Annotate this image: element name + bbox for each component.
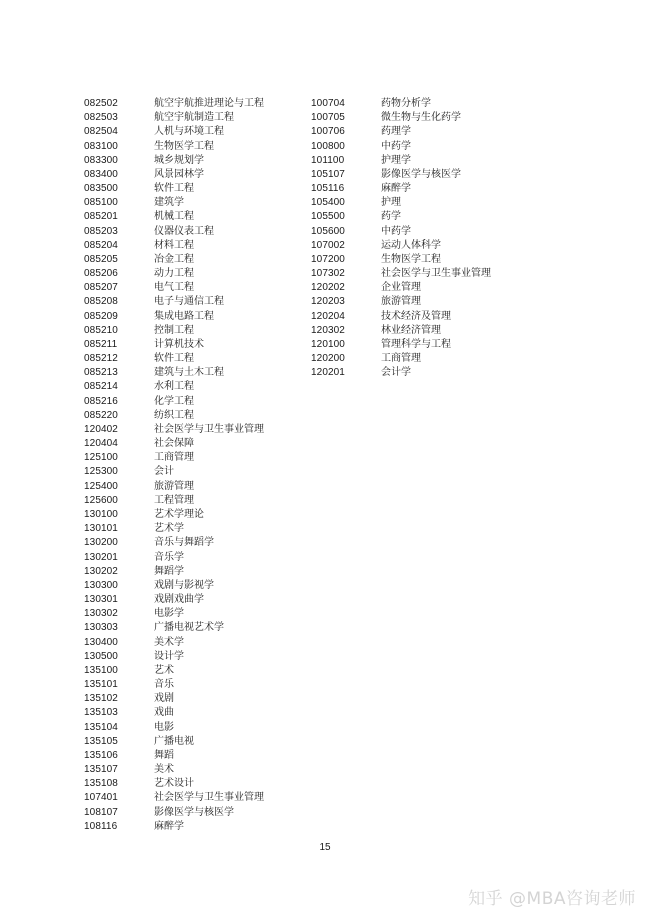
list-item [311, 154, 491, 168]
list-item [311, 239, 491, 253]
right-column [311, 97, 491, 380]
major-code: 083400 [84, 168, 118, 180]
list-item [84, 706, 264, 720]
major-name: 建筑与土木工程 [154, 367, 224, 379]
major-code: 085208 [84, 296, 118, 308]
list-item [311, 281, 491, 295]
major-name: 工程管理 [154, 494, 194, 506]
major-name: 林业经济管理 [381, 324, 441, 336]
major-code: 100800 [311, 140, 345, 152]
major-code: 120203 [311, 296, 345, 308]
major-name: 设计学 [154, 650, 184, 662]
major-name: 会计学 [381, 367, 411, 379]
major-code: 135107 [84, 764, 118, 776]
major-name: 软件工程 [154, 353, 194, 365]
list-item [311, 253, 491, 267]
major-code: 130302 [84, 608, 118, 620]
major-name: 戏剧 [154, 693, 174, 705]
list-item [84, 451, 264, 465]
major-name: 药物分析学 [381, 98, 431, 109]
list-item [311, 352, 491, 366]
major-code: 085206 [84, 268, 118, 280]
major-code: 105400 [311, 197, 345, 209]
major-code: 125300 [84, 466, 118, 478]
major-code: 120100 [311, 338, 345, 350]
major-code: 107302 [311, 268, 345, 280]
major-code: 083300 [84, 154, 118, 166]
list-item [84, 579, 264, 593]
major-name: 风景园林学 [154, 168, 204, 180]
major-name: 仪器仪表工程 [154, 225, 214, 237]
list-item [84, 565, 264, 579]
major-name: 电子与通信工程 [154, 296, 224, 308]
major-code: 085205 [84, 253, 118, 265]
major-name: 音乐学 [154, 551, 184, 563]
major-code: 085209 [84, 310, 118, 322]
major-name: 广播电视 [154, 735, 194, 747]
list-item [311, 295, 491, 309]
major-code: 135101 [84, 679, 118, 691]
major-code: 130100 [84, 508, 118, 520]
list-item [84, 196, 264, 210]
list-item [84, 253, 264, 267]
major-code: 130101 [84, 523, 118, 535]
major-code: 107401 [84, 792, 118, 804]
major-code: 100706 [311, 126, 345, 138]
list-item [84, 395, 264, 409]
major-code: 082504 [84, 126, 118, 138]
major-name: 航空宇航推进理论与工程 [154, 98, 264, 109]
major-code: 135102 [84, 693, 118, 705]
list-item [311, 310, 491, 324]
list-item [84, 324, 264, 338]
major-name: 电影学 [154, 608, 184, 620]
major-code: 125100 [84, 452, 118, 464]
major-code: 108107 [84, 806, 118, 818]
major-name: 舞蹈学 [154, 565, 184, 577]
major-code: 130303 [84, 622, 118, 634]
major-code: 107200 [311, 253, 345, 265]
major-code: 130201 [84, 551, 118, 563]
major-code: 105500 [311, 211, 345, 223]
major-code: 130301 [84, 594, 118, 606]
major-name: 运动人体科学 [381, 239, 441, 251]
list-item [84, 465, 264, 479]
major-name: 麻醉学 [381, 183, 411, 195]
list-item [311, 196, 491, 210]
major-name: 戏剧戏曲学 [154, 594, 204, 606]
major-code: 085213 [84, 367, 118, 379]
list-item [84, 806, 264, 820]
list-item [84, 437, 264, 451]
major-name: 航空宇航制造工程 [154, 112, 234, 124]
list-item [84, 225, 264, 239]
major-name: 艺术学 [154, 523, 184, 535]
list-item [311, 111, 491, 125]
list-item [84, 97, 264, 111]
major-name: 生物医学工程 [154, 140, 214, 152]
major-code: 120202 [311, 282, 345, 294]
major-code: 135103 [84, 707, 118, 719]
major-code: 085211 [84, 338, 118, 350]
list-item [84, 366, 264, 380]
major-code: 135106 [84, 749, 118, 761]
list-item [311, 225, 491, 239]
major-code: 120200 [311, 353, 345, 365]
list-item [84, 409, 264, 423]
major-code: 085201 [84, 211, 118, 223]
list-item [311, 267, 491, 281]
major-name: 音乐与舞蹈学 [154, 537, 214, 549]
list-item [311, 97, 491, 111]
list-item [84, 380, 264, 394]
major-code: 085203 [84, 225, 118, 237]
major-name: 舞蹈 [154, 749, 174, 761]
list-item [311, 125, 491, 139]
major-code: 125400 [84, 480, 118, 492]
list-item [84, 239, 264, 253]
major-name: 社会医学与卫生事业管理 [381, 268, 491, 280]
major-name: 人机与环境工程 [154, 126, 224, 138]
major-code: 105600 [311, 225, 345, 237]
list-item [84, 267, 264, 281]
major-name: 动力工程 [154, 268, 194, 280]
major-name: 中药学 [381, 140, 411, 152]
major-code: 101100 [311, 154, 345, 166]
major-code: 130300 [84, 579, 118, 591]
list-item [84, 636, 264, 650]
major-code: 085204 [84, 239, 118, 251]
major-name: 麻醉学 [154, 820, 184, 832]
major-name: 纺织工程 [154, 409, 194, 421]
major-name: 美术学 [154, 636, 184, 648]
list-item [84, 522, 264, 536]
list-item [84, 168, 264, 182]
list-item [84, 607, 264, 621]
major-name: 生物医学工程 [381, 253, 441, 265]
major-name: 护理学 [381, 154, 411, 166]
major-code: 105107 [311, 168, 345, 180]
major-code: 085100 [84, 197, 118, 209]
major-code: 120204 [311, 310, 345, 322]
major-name: 集成电路工程 [154, 310, 214, 322]
major-name: 电气工程 [154, 282, 194, 294]
list-item [84, 338, 264, 352]
major-name: 电影 [154, 721, 174, 733]
major-name: 冶金工程 [154, 253, 194, 265]
list-item [84, 182, 264, 196]
major-name: 化学工程 [154, 395, 194, 407]
major-code: 130400 [84, 636, 118, 648]
list-item [84, 551, 264, 565]
major-name: 会计 [154, 466, 174, 478]
list-item [84, 423, 264, 437]
major-code: 085220 [84, 409, 118, 421]
major-name: 社会保障 [154, 438, 194, 450]
major-name: 技术经济及管理 [381, 310, 451, 322]
list-item [84, 352, 264, 366]
list-item [311, 182, 491, 196]
list-item [84, 749, 264, 763]
major-name: 广播电视艺术学 [154, 622, 224, 634]
major-code: 135105 [84, 735, 118, 747]
major-name: 影像医学与核医学 [154, 806, 234, 818]
list-item [84, 125, 264, 139]
major-name: 软件工程 [154, 183, 194, 195]
major-name: 药学 [381, 211, 401, 223]
list-item [84, 664, 264, 678]
major-name: 企业管理 [381, 282, 421, 294]
major-code: 082502 [84, 98, 118, 109]
major-name: 社会医学与卫生事业管理 [154, 423, 264, 435]
major-name: 机械工程 [154, 211, 194, 223]
major-code: 120402 [84, 423, 118, 435]
major-code: 108116 [84, 820, 118, 832]
major-name: 计算机技术 [154, 338, 204, 350]
list-item [84, 678, 264, 692]
major-name: 音乐 [154, 679, 174, 691]
list-item [84, 692, 264, 706]
major-code: 085210 [84, 324, 118, 336]
list-item [84, 650, 264, 664]
list-item [84, 154, 264, 168]
list-item [84, 735, 264, 749]
major-name: 管理科学与工程 [381, 338, 451, 350]
list-item [84, 593, 264, 607]
major-name: 影像医学与核医学 [381, 168, 461, 180]
major-code: 085214 [84, 381, 118, 393]
major-name: 艺术设计 [154, 778, 194, 790]
major-code: 130200 [84, 537, 118, 549]
list-item [84, 536, 264, 550]
list-item [84, 140, 264, 154]
list-item [84, 777, 264, 791]
watermark: 知乎 @MBA咨询老师 [468, 889, 636, 909]
major-code: 130202 [84, 565, 118, 577]
list-item [84, 310, 264, 324]
major-name: 水利工程 [154, 381, 194, 393]
major-code: 083100 [84, 140, 118, 152]
major-code: 120201 [311, 367, 345, 379]
list-item [84, 721, 264, 735]
list-item [84, 281, 264, 295]
major-code: 105116 [311, 183, 345, 195]
list-item [84, 494, 264, 508]
major-code: 100704 [311, 98, 345, 109]
major-name: 药理学 [381, 126, 411, 138]
major-code: 125600 [84, 494, 118, 506]
major-name: 戏曲 [154, 707, 174, 719]
major-name: 工商管理 [381, 353, 421, 365]
list-item [84, 763, 264, 777]
list-item [311, 366, 491, 380]
list-item [84, 295, 264, 309]
list-item [84, 111, 264, 125]
major-name: 工商管理 [154, 452, 194, 464]
list-item [311, 140, 491, 154]
major-code: 085207 [84, 282, 118, 294]
major-code: 085216 [84, 395, 118, 407]
major-name: 旅游管理 [381, 296, 421, 308]
major-name: 中药学 [381, 225, 411, 237]
major-code: 083500 [84, 183, 118, 195]
major-name: 旅游管理 [154, 480, 194, 492]
major-name: 控制工程 [154, 324, 194, 336]
major-code: 107002 [311, 239, 345, 251]
major-code: 085212 [84, 353, 118, 365]
major-code: 100705 [311, 112, 345, 124]
major-name: 美术 [154, 764, 174, 776]
major-name: 社会医学与卫生事业管理 [154, 792, 264, 804]
major-code: 135100 [84, 664, 118, 676]
list-item [311, 210, 491, 224]
major-code: 130500 [84, 650, 118, 662]
list-item [311, 324, 491, 338]
major-code: 120302 [311, 324, 345, 336]
major-name: 艺术学理论 [154, 508, 204, 520]
left-column [84, 97, 264, 834]
major-name: 戏剧与影视学 [154, 579, 214, 591]
major-name: 城乡规划学 [154, 154, 204, 166]
list-item [311, 168, 491, 182]
list-item [84, 791, 264, 805]
list-item [84, 480, 264, 494]
major-code: 120404 [84, 438, 118, 450]
major-code: 135104 [84, 721, 118, 733]
major-name: 护理 [381, 197, 401, 209]
major-name: 材料工程 [154, 239, 194, 251]
major-code: 082503 [84, 112, 118, 124]
list-item [84, 210, 264, 224]
list-item [84, 621, 264, 635]
major-code: 135108 [84, 778, 118, 790]
list-item [84, 508, 264, 522]
major-name: 微生物与生化药学 [381, 112, 461, 124]
major-name: 建筑学 [154, 197, 184, 209]
list-item [311, 338, 491, 352]
major-name: 艺术 [154, 664, 174, 676]
page-number: 15 [319, 842, 331, 853]
list-item [84, 820, 264, 834]
